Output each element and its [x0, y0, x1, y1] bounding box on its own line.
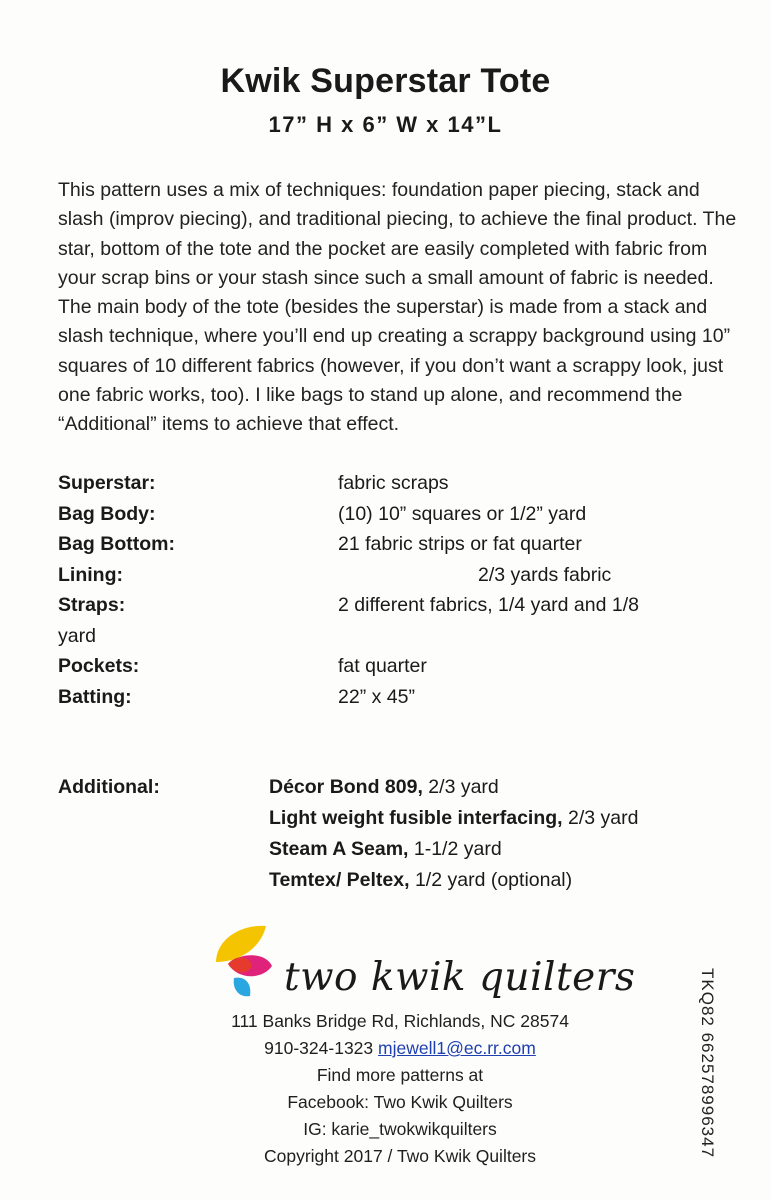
additional-item-name: Steam A Seam, [269, 838, 409, 860]
material-row [58, 499, 748, 530]
material-value: fat quarter [338, 655, 427, 677]
material-value: 22” x 45” [338, 685, 415, 708]
copyright: Copyright 2017 / Two Kwik Quilters [263, 1146, 537, 1166]
material-label: Straps: [58, 594, 126, 616]
material-label: Lining: [58, 563, 123, 586]
material-label: Bag Bottom: [58, 533, 175, 555]
material-value: fabric scraps [338, 472, 449, 494]
additional-item-name: Light weight fusible interfacing, [269, 807, 563, 829]
phone-email-line [200, 1035, 600, 1062]
additional-item-detail: 1-1/2 yard [408, 838, 502, 860]
material-row [58, 651, 748, 682]
additional-item-detail: 1/2 yard (optional) [409, 869, 573, 891]
phone: 910-324-1323 [264, 1038, 374, 1058]
additional-item-detail: 2/3 yard [422, 776, 499, 798]
material-row [58, 468, 748, 499]
material-row [58, 682, 748, 713]
sku-code: TKQ82 662578996347 [698, 968, 717, 1159]
material-label: Bag Body: [58, 502, 156, 525]
contact-block [200, 1008, 600, 1170]
additional-item [269, 803, 638, 834]
additional-item-name: Temtex/ Peltex, [269, 869, 410, 891]
petal-logo-icon [210, 922, 290, 1002]
material-row [58, 590, 748, 621]
intro-paragraph: This pattern uses a mix of techniques: foundation paper piecing, stack and slash (improv piecing), and traditional piecing, to achieve the final product. The star, bottom of the tote and the pocket are easily completed with fabric from your scrap bins or your stash since such a small amount of fabric is needed. The main body of the tote (besides the superstar) is made from a stack and slash technique, where you’ll end up creating a scrappy background using 10” squares of 10 different fabrics (however, if you don’t want a scrappy look, just one fabric works, too). I like bags to stand up alone, and recommend the “Additional” items to achieve that effect. [58, 179, 737, 436]
additional-item-detail: 2/3 yard [562, 807, 639, 829]
material-value: 2/3 yards fabric [478, 563, 612, 586]
brand-name: two kwik quilters [284, 955, 636, 1000]
additional-label: Additional: [58, 776, 160, 798]
material-label: Pockets: [58, 655, 140, 677]
material-label: Superstar: [58, 472, 156, 494]
additional-list [269, 772, 638, 896]
more-patterns: Find more patterns at [316, 1065, 484, 1085]
material-value-wrap: yard [58, 624, 96, 647]
email-link[interactable]: mjewell1@ec.rr.com [378, 1038, 536, 1058]
additional-item-name: Décor Bond 809, [269, 776, 423, 798]
material-value: (10) 10” squares or 1/2” yard [338, 502, 587, 525]
page-title: Kwik Superstar Tote [220, 62, 551, 100]
material-row-wrap [58, 621, 748, 652]
instagram: IG: karie_twokwikquilters [303, 1119, 497, 1139]
material-label: Batting: [58, 685, 132, 708]
logo-blue-petal [234, 978, 251, 997]
additional-item [269, 865, 638, 896]
material-row [58, 560, 748, 591]
material-value: 2 different fabrics, 1/4 yard and 1/8 [338, 594, 639, 616]
material-value: 21 fabric strips or fat quarter [338, 533, 582, 555]
additional-item [269, 772, 638, 803]
additional-item [269, 834, 638, 865]
dimensions: 17” H x 6” W x 14”L [268, 112, 503, 137]
facebook: Facebook: Two Kwik Quilters [287, 1092, 513, 1112]
address: 111 Banks Bridge Rd, Richlands, NC 28574 [231, 1011, 569, 1031]
material-row [58, 529, 748, 560]
materials-list [58, 468, 748, 712]
